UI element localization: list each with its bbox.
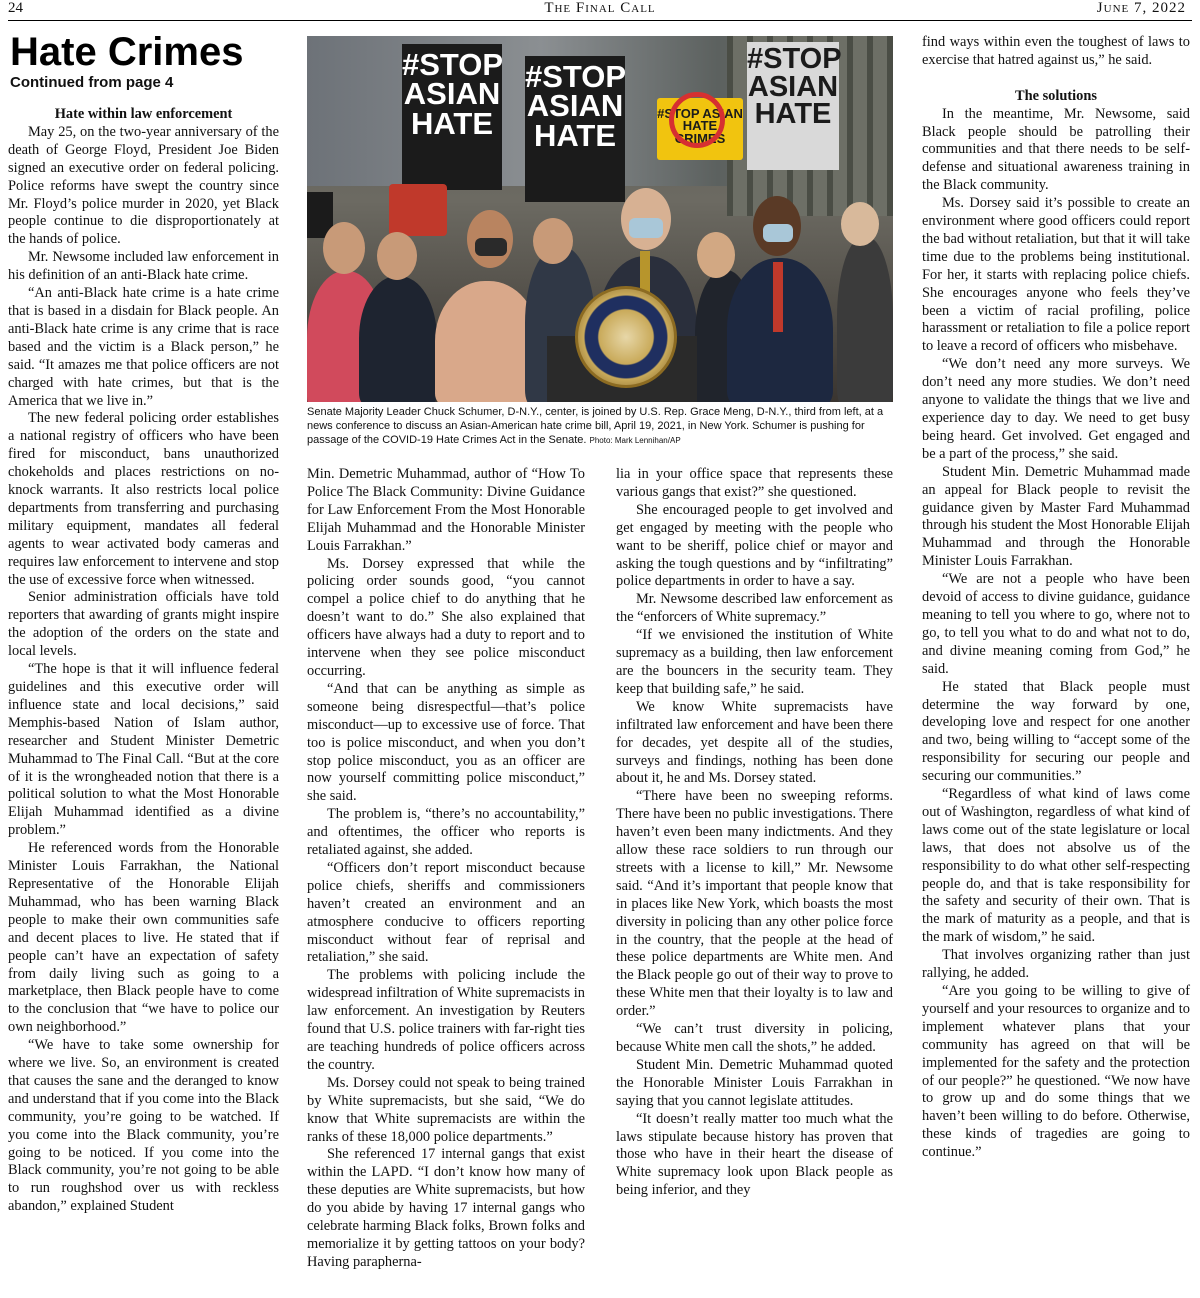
article-paragraph: The problem is, “there’s no accountability,” and oftentimes, the officer who reports is retaliated against, she added.: [307, 806, 585, 859]
article-paragraph: “Are you going to be willing to give of yourself and your resources to organize and to implement whatever plans that your community has agreed on that will be implemented for the safety and the protection of our people?” he questioned. “We now have to grow up and do some things that we haven’t been willing to do before. Otherwise, these kinds of tragedies are going to continue.”: [922, 983, 1190, 1161]
article-column-3: [616, 466, 893, 1200]
article-paragraph: “We don’t need any more surveys. We don’t need any more studies. We don’t need anyone to validate the things that we live and experience day to day. We need to get busy being heard. Get involved. Get engaged and be a part of the process,” she said.: [922, 356, 1190, 462]
caption-text: Senate Majority Leader Chuck Schumer, D-N.Y., center, is joined by U.S. Rep. Grace Meng, D-N.Y., third from left, at a news conference to discuss an Asian-American hate crime bill, April 19, 2021, in New York. Schumer is pushing for passage of the COVID-19 Hate Crimes Act in the Senate.: [307, 406, 884, 446]
article-paragraph: “The hope is that it will influence federal guidelines and this executive order will influence state and local decisions,” said Memphis-based Nation of Islam author, researcher and Student Minister Demetric Muhammad to The Final Call. “But at the core of it is the wrongheaded notion that there is a political solution to what the Most Honorable Elijah Muhammad identified as a divine problem.”: [8, 661, 279, 839]
article-paragraph: In the meantime, Mr. Newsome, said Black people should be patrolling their communities and that there needs to be self-defense and situational awareness training in the Black community.: [922, 105, 1190, 194]
article-paragraph: “We can’t trust diversity in policing, because White men call the shots,” he added.: [616, 1021, 893, 1055]
article-paragraph: “We are not a people who have been devoid of access to divine guidance, guidance meaning to tell you where to go, where not to go, to tell you what to do and what not to do, and divine meaning coming from God,” he said.: [922, 571, 1190, 677]
article-column-2: [307, 466, 585, 1272]
article-paragraph: He referenced words from the Honorable Minister Louis Farrakhan, the National Representative of the Honorable Elijah Muhammad, who has been warning Black people to make their own communities safe and decent places to live. He stated that if people can’t have an expectation of safety from daily living such as going to a marketplace, then Black people have to come to the conclusion that “we have to police our own neighborhood.”: [8, 840, 279, 1036]
article-paragraph: Min. Demetric Muhammad, author of “How To Police The Black Community: Divine Guidance for Law Enforcement From the Most Honorable Elijah Muhammad and the Honorable Minister Louis Farrakhan.”: [307, 466, 585, 554]
protest-sign: #STOP ASIAN HATE CRIMES: [657, 98, 743, 160]
issue-date: June 7, 2022: [1096, 0, 1186, 16]
person: [359, 276, 437, 402]
section-heading: The solutions: [1015, 87, 1097, 104]
article-paragraph: find ways within even the toughest of laws to exercise that hatred against us,” he said.: [922, 34, 1190, 68]
article-paragraph: The new federal policing order establishes a national registry of officers who have been fired for misconduct, bans unauthorized chokeholds and places restrictions on no-knock warrants. It also restricts local police departments from transferring and purchasing military equipment, mandates all federal agents to wear activated body cameras and requires law enforcement to intervene and stop the use of excessive force when witnessed.: [8, 410, 279, 588]
article-paragraph: That involves organizing rather than just rallying, he added.: [922, 947, 1190, 982]
protest-sign: #STOP ASIAN HATE: [402, 44, 502, 190]
article-paragraph: “An anti-Black hate crime is a hate crime that is based in a disdain for Black people. An anti-Black hate crime is any crime that is race based and the victim is a Black person,” he said. “It amazes me that police officers are not charged with hate crimes, but that is the America that we live in.”: [8, 285, 279, 409]
senate-seal: [575, 286, 677, 388]
article-paragraph: Mr. Newsome included law enforcement in his definition of an anti-Black hate crime.: [8, 249, 279, 284]
section-heading: Hate within law enforcement: [54, 106, 233, 122]
person: [837, 236, 893, 402]
article-paragraph: Student Min. Demetric Muhammad quoted the Honorable Minister Louis Farrakhan in saying that you cannot legislate attitudes.: [616, 1056, 893, 1109]
person: [435, 281, 539, 402]
article-column-1: [8, 106, 279, 1216]
article-column-4: [922, 34, 1190, 1162]
page-header: [8, 0, 1192, 21]
article-paragraph: “Officers don’t report misconduct because police chiefs, sheriffs and commissioners haven’t created an environment and an atmosphere conducive to officers reporting misconduct without fear of reprisal and retaliation,” she said.: [307, 859, 585, 966]
article-paragraph: She referenced 17 internal gangs that exist within the LAPD. “I don’t know how many of these deputies are White supremacists, but how do you abide by having 17 internal gangs who celebrate harming Black folks, Brown folks and memorialize it by getting tattoos on your body? Having parapherna-: [307, 1146, 585, 1270]
headline-title: Hate Crimes: [10, 30, 244, 74]
article-paragraph: Ms. Dorsey expressed that while the policing order sounds good, “you cannot compel a police chief to do anything that he doesn’t want to do.” She also explained that officers have always had a duty to report and to intervene when they see police misconduct occurring.: [307, 555, 585, 679]
news-photo: [307, 36, 893, 402]
article-paragraph: “If we envisioned the institution of White supremacy as a building, then law enforcement are the bouncers in the security team. They keep that building safe,” he said.: [616, 627, 893, 697]
article-paragraph: We know White supremacists have infiltrated law enforcement and have been there for decades, yet despite all of the studies, surveys and findings, nothing has been done about it, he and Ms. Dorsey stated.: [616, 698, 893, 787]
article-paragraph: Senior administration officials have told reporters that awarding of grants might inspire the adoption of the orders on the state and local levels.: [8, 589, 279, 660]
article-paragraph: May 25, on the two-year anniversary of the death of George Floyd, President Joe Biden signed an executive order on federal policing. Police reforms have swept the country since Mr. Floyd’s police murder in 2020, yet Black people continue to die disproportionately at the hands of police.: [8, 123, 279, 248]
article-paragraph: Student Min. Demetric Muhammad made an appeal for Black people to revisit the guidance given by Master Fard Muhammad through his student the Most Honorable Elijah Muhammad and through the Honorable Minister Louis Farrakhan.: [922, 463, 1190, 570]
article-paragraph: “Regardless of what kind of laws come out of Washington, regardless of what kind of laws come out of the state legislature or local laws, that does not absolve us of the responsibility to do what other self-respecting people do, and that is take responsibility for the safety and security of their own. That is the mark of maturity as a people, and that is the mark of wisdom,” he said.: [922, 786, 1190, 946]
spacer: [922, 70, 1190, 88]
article-paragraph: Mr. Newsome described law enforcement as the “enforcers of White supremacy.”: [616, 591, 893, 626]
protest-sign: #STOP ASIAN HATE: [525, 56, 625, 202]
photo-credit: Photo: Mark Lennihan/AP: [589, 436, 681, 445]
page-number: 24: [8, 0, 23, 16]
article-paragraph: He stated that Black people must determine the way forward by one, developing love and respect for one another and two, being willing to “accept some of the responsibility for securing our people and securing our communities.”: [922, 678, 1190, 785]
article-paragraph: “We have to take some ownership for where we live. So, an environment is created that causes the sane and the deranged to know and understand that if you come into the Black community, you’re going to be watched. If you come into the Black community, you’re going to be noticed. If you come into the Black community, you’re not going to be able to run roughshod over us with reckless abandon,” explained Student: [8, 1037, 279, 1215]
photo-caption: [307, 405, 893, 448]
headline-continued: Continued from page 4: [10, 74, 174, 91]
article-paragraph: Ms. Dorsey could not speak to being trained by White supremacists, but she said, “We do know that White supremacists are within the ranks of these 18,000 police departments.”: [307, 1074, 585, 1145]
protest-sign: #STOP ASIAN HATE: [747, 42, 839, 170]
article-paragraph: Ms. Dorsey said it’s possible to create an environment where good officers could report the bad without retaliation, but that it will take time due to the problems being institutional. For her, it starts with replacing police chiefs. She encourages anyone who feels they’ve been a victim of racial profiling, police harassment or retaliation to file a police report to leave a record of officers who misbehave.: [922, 195, 1190, 355]
article-paragraph: “There have been no sweeping reforms. There have been no public investigations. There haven’t even been many indictments. And they allow these race soldiers to run through our streets with a license to kill,” Mr. Newsome said. “And it’s important that people know that in places like New York, which boasts the most diversity in policing than any other police force in the country, that the people at the head of these police departments are White men. And the Black people go out of their way to prove to these White men that their loyalty is to law and order.”: [616, 788, 893, 1020]
article-paragraph: lia in your office space that represents these various gangs that exist?” she questioned.: [616, 466, 893, 500]
article-paragraph: The problems with policing include the widespread infiltration of White supremacists in law enforcement. An investigation by Reuters found that U.S. police trainers with far-right ties are teaching hundreds of police officers across the country.: [307, 967, 585, 1073]
article-paragraph: “And that can be anything as simple as someone being disrespectful—that’s police misconduct—up to excessive use of force. That too is police misconduct, and when you don’t stop police misconduct, you as an officer are now yourself committing police misconduct,” she said.: [307, 680, 585, 805]
headline-block: [10, 30, 290, 92]
article-paragraph: She encouraged people to get involved and get engaged by meeting with the people who want to be sheriff, police chief or mayor and asking the tough questions and by “infiltrating” police departments in order to have a say.: [616, 501, 893, 590]
publication-name: The Final Call: [544, 0, 656, 16]
article-paragraph: “It doesn’t really matter too much what the laws stipulate because history has proven that those who have in their heart the disease of White supremacy look upon Black people as being inferior, and they: [616, 1110, 893, 1199]
